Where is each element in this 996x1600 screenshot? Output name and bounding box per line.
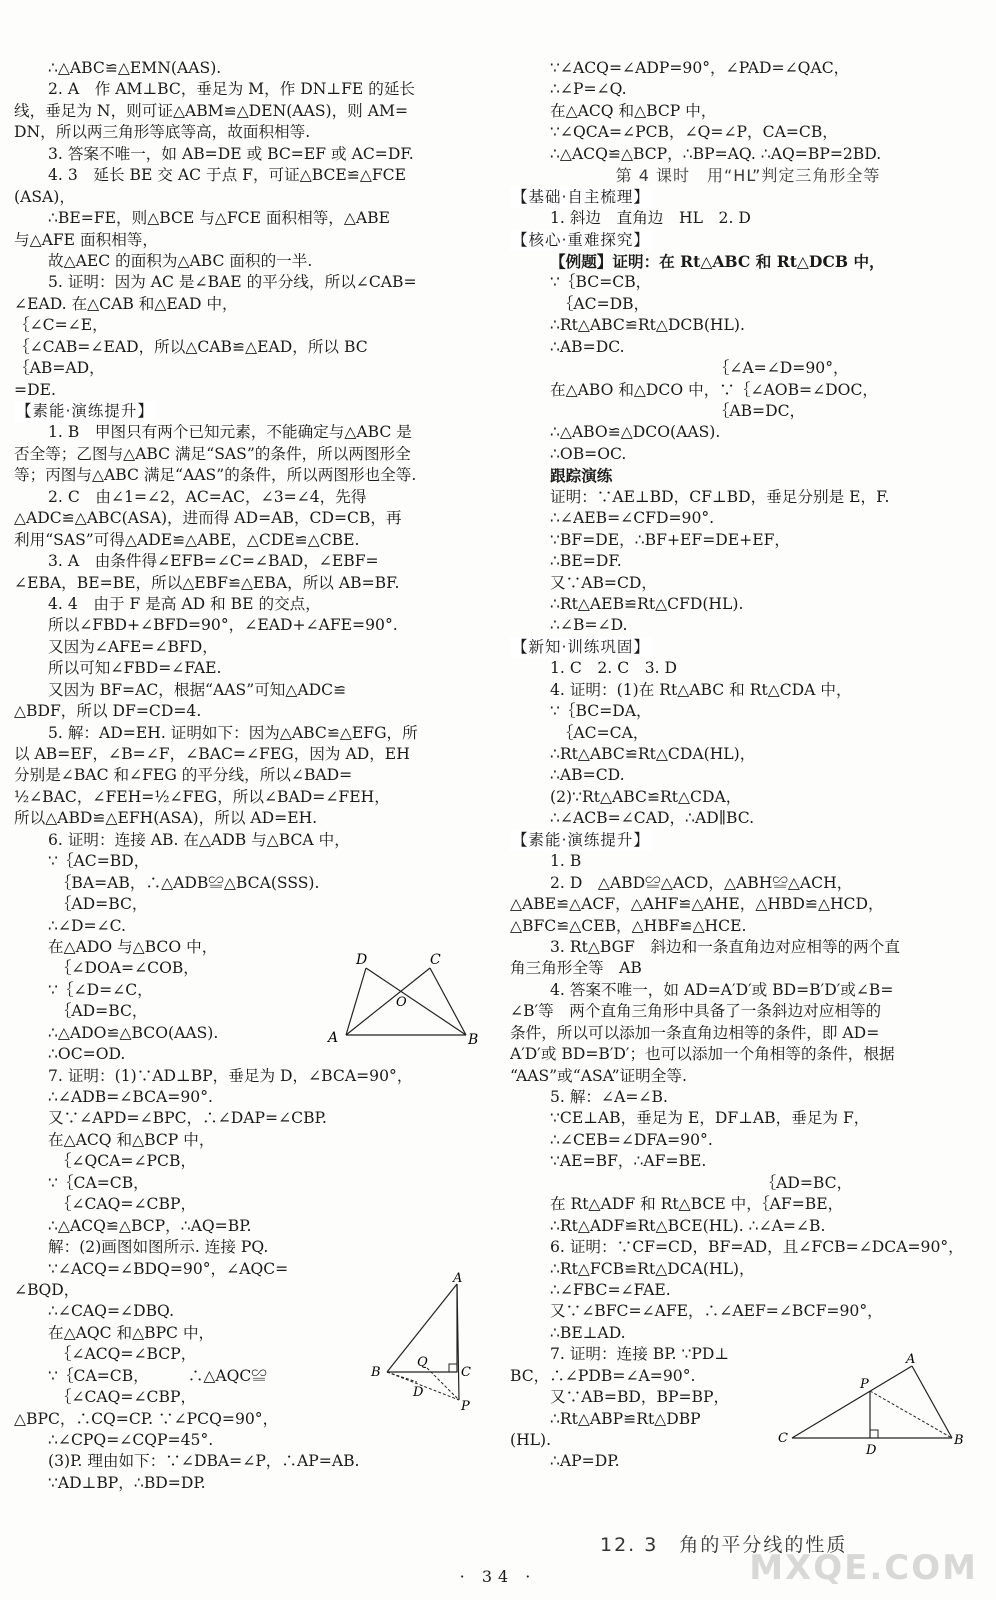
right-line: ∴Rt△ADF≌Rt△BCE(HL). ∴∠A=∠B. bbox=[550, 1216, 826, 1235]
left-line: ｛AD=BC， bbox=[48, 1002, 148, 1021]
right-line: 1. C 2. C 3. D bbox=[550, 659, 678, 678]
left-line: ∠BQD， bbox=[14, 1280, 80, 1299]
left-line: △ADC≌△ABC(ASA)，进而得 AD=AB，CD=CB，再 bbox=[14, 509, 402, 528]
right-line: 在 Rt△ADF 和 Rt△BCE 中，｛AF=BE， bbox=[550, 1195, 844, 1214]
left-line: 又因为∠AFE=∠BFD， bbox=[48, 637, 218, 656]
left-line: (3)P. 理由如下：∵∠DBA=∠P，∴AP=AB. bbox=[48, 1452, 360, 1471]
left-line: 解：(2)画图如图所示. 连接 PQ. bbox=[48, 1238, 269, 1257]
right-line: ∴Rt△ABC≌Rt△DCB(HL). bbox=[550, 316, 745, 335]
right-line: 又∵AB=BD，BP=BP， bbox=[550, 1388, 730, 1407]
label-d: D bbox=[866, 1443, 877, 1458]
right-line: ∴△ABO≌△DCO(AAS). bbox=[550, 423, 721, 442]
left-line: 在△AQC 和△BPC 中， bbox=[48, 1323, 215, 1342]
right-line: ∴Rt△AEB≌Rt△CFD(HL). bbox=[550, 594, 744, 613]
left-line: DN，所以两三角形等底等高，故面积相等. bbox=[14, 123, 311, 142]
left-line: 等；丙图与△ABC 满足“AAS”的条件，所以两图形也全等. bbox=[14, 466, 417, 485]
right-line: ｛AD=BC， bbox=[550, 1173, 853, 1192]
left-line: 4. 4 由于 F 是高 AD 和 BE 的交点， bbox=[48, 594, 321, 613]
left-line: ∠EAD. 在△CAB 和△EAD 中， bbox=[14, 294, 238, 313]
left-line: ∴△ADO≌△BCO(AAS). bbox=[48, 1023, 219, 1042]
left-line: ｛∠C=∠E， bbox=[14, 316, 108, 335]
left-line: ∴BE=FE，则△BCE 与△FCE 面积相等，△ABE bbox=[48, 209, 390, 228]
left-line: 分别是∠BAC 和∠FEG 的平分线，所以∠BAD= bbox=[14, 766, 353, 785]
right-line: 4. 证明：(1)在 Rt△ABC 和 Rt△CDA 中， bbox=[550, 680, 852, 699]
right-line: 【例题】证明：在 Rt△ABC 和 Rt△DCB 中， bbox=[550, 251, 885, 271]
figure-abcd-diagonals bbox=[318, 950, 488, 1050]
right-line: (2)∵Rt△ABC≌Rt△CDA， bbox=[550, 787, 742, 806]
right-line: “AAS”或“ASA”证明全等. bbox=[510, 1066, 687, 1085]
left-line bbox=[14, 401, 498, 422]
left-line: 故△AEC 的面积为△ABC 面积的一半. bbox=[48, 251, 313, 270]
right-line: ∵BF=DE，∴BF+EF=DE+EF， bbox=[550, 530, 791, 549]
right-line: ∴Rt△ABC≌Rt△CDA(HL)， bbox=[550, 745, 756, 763]
left-line: ½∠BAC，∠FEH=½∠FEG，所以∠BAD=∠FEH， bbox=[14, 787, 390, 806]
left-line: 在△ACQ 和△BCP 中， bbox=[48, 1130, 215, 1149]
section-label: 【基础·自主梳理】 bbox=[510, 187, 652, 208]
right-line: 证明：∵AE⊥BD，CF⊥BD，垂足分别是 E，F. bbox=[550, 487, 890, 506]
label-c: C bbox=[461, 1365, 471, 1380]
right-line: ∴OB=OC. bbox=[550, 444, 627, 463]
left-line: ∠EBA，BE=BE，所以△EBF≌△EBA，所以 AB=BF. bbox=[14, 573, 400, 592]
right-line: 1. B bbox=[550, 852, 582, 871]
right-line bbox=[510, 830, 986, 851]
right-line: ∴AB=CD. bbox=[550, 766, 625, 785]
label-d: D bbox=[413, 1385, 424, 1400]
right-line: (HL). bbox=[510, 1431, 552, 1449]
figure-triangle-pd bbox=[772, 1352, 972, 1462]
right-line: ∴∠B=∠D. bbox=[550, 616, 628, 635]
left-line: ∵｛∠D=∠C， bbox=[48, 980, 153, 999]
left-line: 利用“SAS”可得△ADE≌△ABE，△CDE≌△CBE. bbox=[14, 530, 360, 549]
right-line: ∴AB=DC. bbox=[550, 337, 625, 356]
right-line: 1. 斜边 直角边 HL 2. D bbox=[550, 209, 751, 228]
left-line: 又∵∠APD=∠BPC，∴∠DAP=∠CBP. bbox=[48, 1109, 327, 1128]
left-line: 5. 证明：因为 AC 是∠BAE 的平分线，所以∠CAB= bbox=[48, 273, 417, 292]
label-c: C bbox=[778, 1431, 788, 1446]
left-line: 7. 证明：(1)∵AD⊥BP，垂足为 D，∠BCA=90°， bbox=[48, 1066, 413, 1085]
section-label: 【核心·重难探究】 bbox=[510, 230, 652, 251]
left-line: ∵｛CA=CB， bbox=[48, 1173, 149, 1192]
right-line: ∴∠CEB=∠DFA=90°. bbox=[550, 1130, 713, 1149]
right-line bbox=[510, 187, 986, 208]
right-line: ∴△ACQ≌△BCP，∴BP=AQ. ∴AQ=BP=2BD. bbox=[550, 144, 882, 163]
right-line: 在△ABO 和△DCO 中，∵｛∠AOB=∠DOC， bbox=[550, 380, 878, 399]
left-line: ∴∠CPQ=∠CQP=45°. bbox=[48, 1431, 214, 1449]
right-line: ∵∠QCA=∠PCB，∠Q=∠P，CA=CB， bbox=[550, 123, 838, 142]
left-line: ∴∠D=∠C. bbox=[48, 916, 126, 935]
right-line: ∴AP=DP. bbox=[550, 1452, 620, 1471]
right-line: 第 4 课时 用“HL”判定三角形全等 bbox=[615, 166, 881, 186]
right-line: A′D′或 BD=B′D′；也可以添加一个角相等的条件，根据 bbox=[510, 1045, 895, 1064]
left-line: 6. 证明：连接 AB. 在△ADB 与△BCA 中， bbox=[48, 830, 350, 849]
right-line: 跟踪演练 bbox=[550, 466, 613, 486]
right-line: ∠B′等 两个直角三角形中具备了一条斜边对应相等的 bbox=[510, 1002, 882, 1021]
right-line bbox=[510, 637, 986, 658]
left-line: 3. 答案不唯一，如 AB=DE 或 BC=EF 或 AC=DF. bbox=[48, 144, 414, 163]
left-line: ｛AB=AD， bbox=[14, 359, 105, 378]
left-line: 否全等；乙图与△ABC 满足“SAS”的条件，所以两图形全 bbox=[14, 444, 411, 463]
label-a: A bbox=[453, 1272, 463, 1286]
label-b: B bbox=[954, 1433, 964, 1448]
right-line: 4. 答案不唯一，如 AD=A′D′或 BD=B′D′或∠B= bbox=[550, 980, 894, 999]
right-line: ∵CE⊥AB，垂足为 E，DF⊥AB，垂足为 F， bbox=[550, 1109, 870, 1128]
label-a: A bbox=[906, 1352, 916, 1367]
left-line: ｛∠QCA=∠PCB， bbox=[48, 1152, 197, 1171]
left-line: ∵AD⊥BP，∴BD=DP. bbox=[48, 1473, 206, 1492]
right-line: ∴Rt△FCB≌Rt△DCA(HL)， bbox=[550, 1259, 755, 1278]
right-line: ∴BE⊥AD. bbox=[550, 1323, 626, 1342]
left-line: ∴△ACQ≌△BCP，∴AQ=BP. bbox=[48, 1216, 252, 1235]
left-line: =DE. bbox=[14, 380, 56, 399]
label-c: C bbox=[430, 952, 441, 968]
left-line: ∴OC=OD. bbox=[48, 1045, 126, 1064]
left-line: ∵｛AC=BD， bbox=[48, 852, 150, 871]
left-line: 线，垂足为 N，则可证△ABM≌△DEN(AAS)，则 AM= bbox=[14, 101, 409, 120]
right-line: ∴∠P=∠Q. bbox=[550, 80, 627, 99]
left-line: 以 AB=EF，∠B=∠F，∠BAC=∠FEG，因为 AD，EH bbox=[14, 745, 410, 763]
right-line: ｛AC=DB， bbox=[550, 294, 650, 313]
left-line: 5. 解：AD=EH. 证明如下：因为△ABC≌△EFG，所 bbox=[48, 723, 418, 742]
right-line: ∴BE=DF. bbox=[550, 552, 622, 571]
right-line: 条件，所以可以添加一条直角边相等的条件，即 AD= bbox=[510, 1023, 880, 1042]
label-p: P bbox=[461, 1399, 470, 1414]
left-line: 1. B 甲图只有两个已知元素，不能确定与△ABC 是 bbox=[48, 423, 412, 442]
left-line: ∴△ABC≌△EMN(AAS). bbox=[48, 59, 222, 77]
right-line: ∴∠FBC=∠FAE. bbox=[550, 1280, 671, 1299]
right-line: ∵｛BC=DA， bbox=[550, 702, 652, 721]
right-line: 6. 证明：∵CF=CD，BF=AD，且∠FCB=∠DCA=90°， bbox=[550, 1238, 964, 1257]
label-b: B bbox=[468, 1032, 479, 1048]
left-line: 所以可知∠FBD=∠FAE. bbox=[48, 659, 222, 678]
figure-triangle-qp bbox=[365, 1272, 490, 1422]
left-line: ∵｛CA=CB， ∴△AQC≌ bbox=[48, 1366, 267, 1385]
watermark: MXQE.COM bbox=[749, 1548, 978, 1588]
left-line: ｛∠CAQ=∠CBP， bbox=[48, 1388, 197, 1407]
label-d: D bbox=[356, 952, 368, 968]
right-line: 5. 解：∠A=∠B. bbox=[550, 1088, 668, 1106]
left-line: 又因为 BF=AC，根据“AAS”可知△ADC≌ bbox=[48, 680, 347, 699]
right-line: △BFC≌△CEB，△HBF≌△HCE. bbox=[510, 916, 747, 935]
left-line: ｛BA=AB，∴△ADB≌△BCA(SSS). bbox=[48, 873, 320, 892]
right-line: 2. D △ABD≌△ACD，△ABH≌△ACH， bbox=[550, 873, 853, 892]
left-line: △BDF，所以 DF=CD=4. bbox=[14, 702, 202, 721]
right-line: ∴∠AEB=∠CFD=90°. bbox=[550, 509, 715, 528]
label-q: Q bbox=[417, 1355, 428, 1370]
page-number: · 34 · bbox=[459, 1567, 537, 1586]
right-line: ∵AE=BF，∴AF=BE. bbox=[550, 1152, 707, 1171]
left-line: ｛∠CAQ=∠CBP， bbox=[48, 1195, 197, 1214]
right-line: 角三角形全等 AB bbox=[510, 959, 642, 978]
left-line: ｛∠CAB=∠EAD，所以△CAB≌△EAD，所以 BC bbox=[14, 337, 368, 356]
left-line: △BPC，∴CQ=CP. ∵∠PCQ=90°， bbox=[14, 1409, 279, 1428]
right-line: ∴∠ACB=∠CAD，∴AD∥BC. bbox=[550, 809, 755, 828]
left-line: ｛∠ACQ=∠BCP， bbox=[48, 1345, 197, 1364]
left-line: 3. A 由条件得∠EFB=∠C=∠BAD，∠EBF= bbox=[48, 552, 379, 571]
left-line: 2. C 由∠1=∠2，AC=AC，∠3=∠4，先得 bbox=[48, 487, 367, 506]
right-line: ｛AC=CA， bbox=[550, 723, 649, 742]
left-line: ∴∠ADB=∠BCA=90°. bbox=[48, 1088, 213, 1106]
right-line: ∴Rt△ABP≌Rt△DBP bbox=[550, 1409, 701, 1428]
left-line: 与△AFE 面积相等， bbox=[14, 230, 158, 249]
left-line: ∴∠CAQ=∠DBQ. bbox=[48, 1302, 175, 1321]
right-line: 7. 证明：连接 BP. ∵PD⊥ bbox=[550, 1345, 730, 1364]
section-label: 【素能·演练提升】 bbox=[510, 830, 652, 851]
left-line: 在△ADO 与△BCO 中， bbox=[48, 937, 218, 956]
label-b: B bbox=[371, 1365, 381, 1380]
right-line: 在△ACQ 和△BCP 中， bbox=[550, 101, 717, 120]
left-line: ｛∠DOA=∠COB， bbox=[48, 959, 199, 978]
left-line: 所以∠FBD+∠BFD=90°，∠EAD+∠AFE=90°. bbox=[48, 616, 398, 635]
left-line: 2. A 作 AM⊥BC，垂足为 M，作 DN⊥FE 的延长 bbox=[48, 80, 416, 99]
right-line: 3. Rt△BGF 斜边和一条直角边对应相等的两个直 bbox=[550, 937, 900, 956]
left-line: (ASA)， bbox=[14, 187, 75, 206]
left-line: ｛AD=BC， bbox=[48, 895, 148, 914]
right-line: ｛∠A=∠D=90°， bbox=[550, 359, 849, 378]
section-label: 【素能·演练提升】 bbox=[14, 401, 156, 422]
right-line: △ABE≌△ACF，△AHF≌△AHE，△HBD≌△HCD， bbox=[510, 895, 884, 914]
right-line: 又∵AB=CD， bbox=[550, 573, 658, 592]
section-heading: 12. 3 角的平分线的性质 bbox=[600, 1534, 848, 1556]
label-o: O bbox=[396, 995, 407, 1010]
left-line: ∵∠ACQ=∠BDQ=90°，∠AQC= bbox=[48, 1259, 289, 1278]
left-line: 所以△ABD≌△EFH(ASA)，所以 AD=EH. bbox=[14, 809, 318, 828]
right-column bbox=[510, 58, 986, 1473]
label-a: A bbox=[328, 1030, 339, 1046]
section-label: 【新知·训练巩固】 bbox=[510, 637, 652, 658]
right-line: ｛AB=DC， bbox=[550, 402, 806, 420]
label-p: P bbox=[860, 1377, 869, 1392]
right-line: 又∵∠BFC=∠AFE，∴∠AEF=∠BCF=90°， bbox=[550, 1302, 883, 1321]
right-line: ∵｛BC=CB， bbox=[550, 273, 652, 292]
right-line: BC，∴∠PDB=∠A=90°. bbox=[510, 1366, 696, 1385]
right-line bbox=[510, 230, 986, 251]
right-line: ∵∠ACQ=∠ADP=90°，∠PAD=∠QAC， bbox=[550, 59, 850, 77]
left-line: 4. 3 延长 BE 交 AC 于点 F，可证△BCE≌△FCE bbox=[48, 166, 406, 185]
